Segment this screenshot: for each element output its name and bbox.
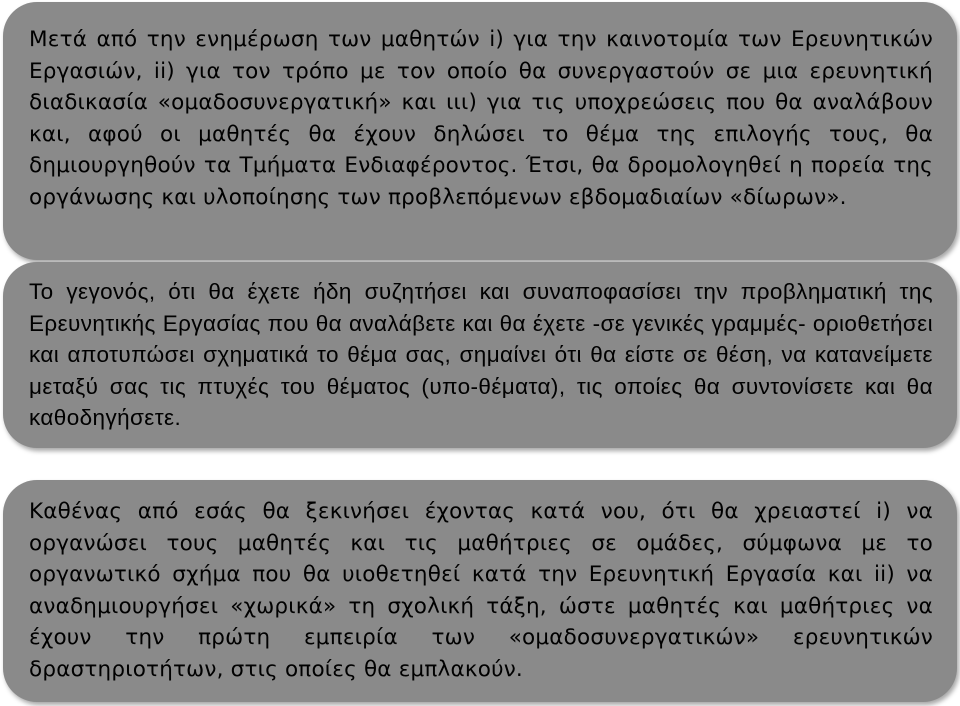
paragraph-3: Καθένας από εσάς θα ξεκινήσει έχοντας κατά νου, ότι θα χρειαστεί i) να οργανώσει τους μαθητές και τις μαθήτριες σε ομάδες, σύμφωνα με το οργανωτικό σχήμα που θα υιοθετηθεί κατά την Ερευνητική Εργασία και ii) να αναδημιουργήσει «χωρικά» τη σχολική τάξη, ώστε μαθητές και μαθήτριες να έχουν την πρώτη εμπειρία των «ομαδοσυνεργατικών» ερευνητικών δραστηριοτήτων, στις οποίες θα εμπλακούν.: [29, 499, 933, 682]
text-box-3: [3, 480, 957, 702]
text-box-2: [3, 262, 957, 448]
paragraph-2: Το γεγονός, ότι θα έχετε ήδη συζητήσει και συναποφασίσει την προβληματική της Ερευνητικής Εργασίας που θα αναλάβετε και θα έχετε -σε γενικές γραμμές- οριοθετήσει και αποτυπώσει σχηματικά το θέμα σας, σημαίνει ότι θα είστε σε θέση, να κατανείμετε μεταξύ σας τις πτυχές του θέματος (υπο-θέματα), τις οποίες θα συντονίσετε και θα καθοδηγήσετε.: [29, 279, 933, 430]
paragraph-1: Μετά από την ενημέρωση των μαθητών i) για την καινοτομία των Ερευνητικών Εργασιών, ii) για τον τρόπο με τον οποίο θα συνεργαστούν σε μια ερευνητική διαδικασία «ομαδοσυνεργατική» και ιιι) για τις υποχρεώσεις που θα αναλάβουν και, αφού οι μαθητές θα έχουν δηλώσει το θέμα της επιλογής τους, θα δημιουργηθούν τα Τμήματα Ενδιαφέροντος. Έτσι, θα δρομολογηθεί η πορεία της οργάνωσης και υλοποίησης των προβλεπόμενων εβδομαδιαίων «δίωρων».: [29, 27, 933, 210]
text-box-1: [3, 2, 957, 260]
